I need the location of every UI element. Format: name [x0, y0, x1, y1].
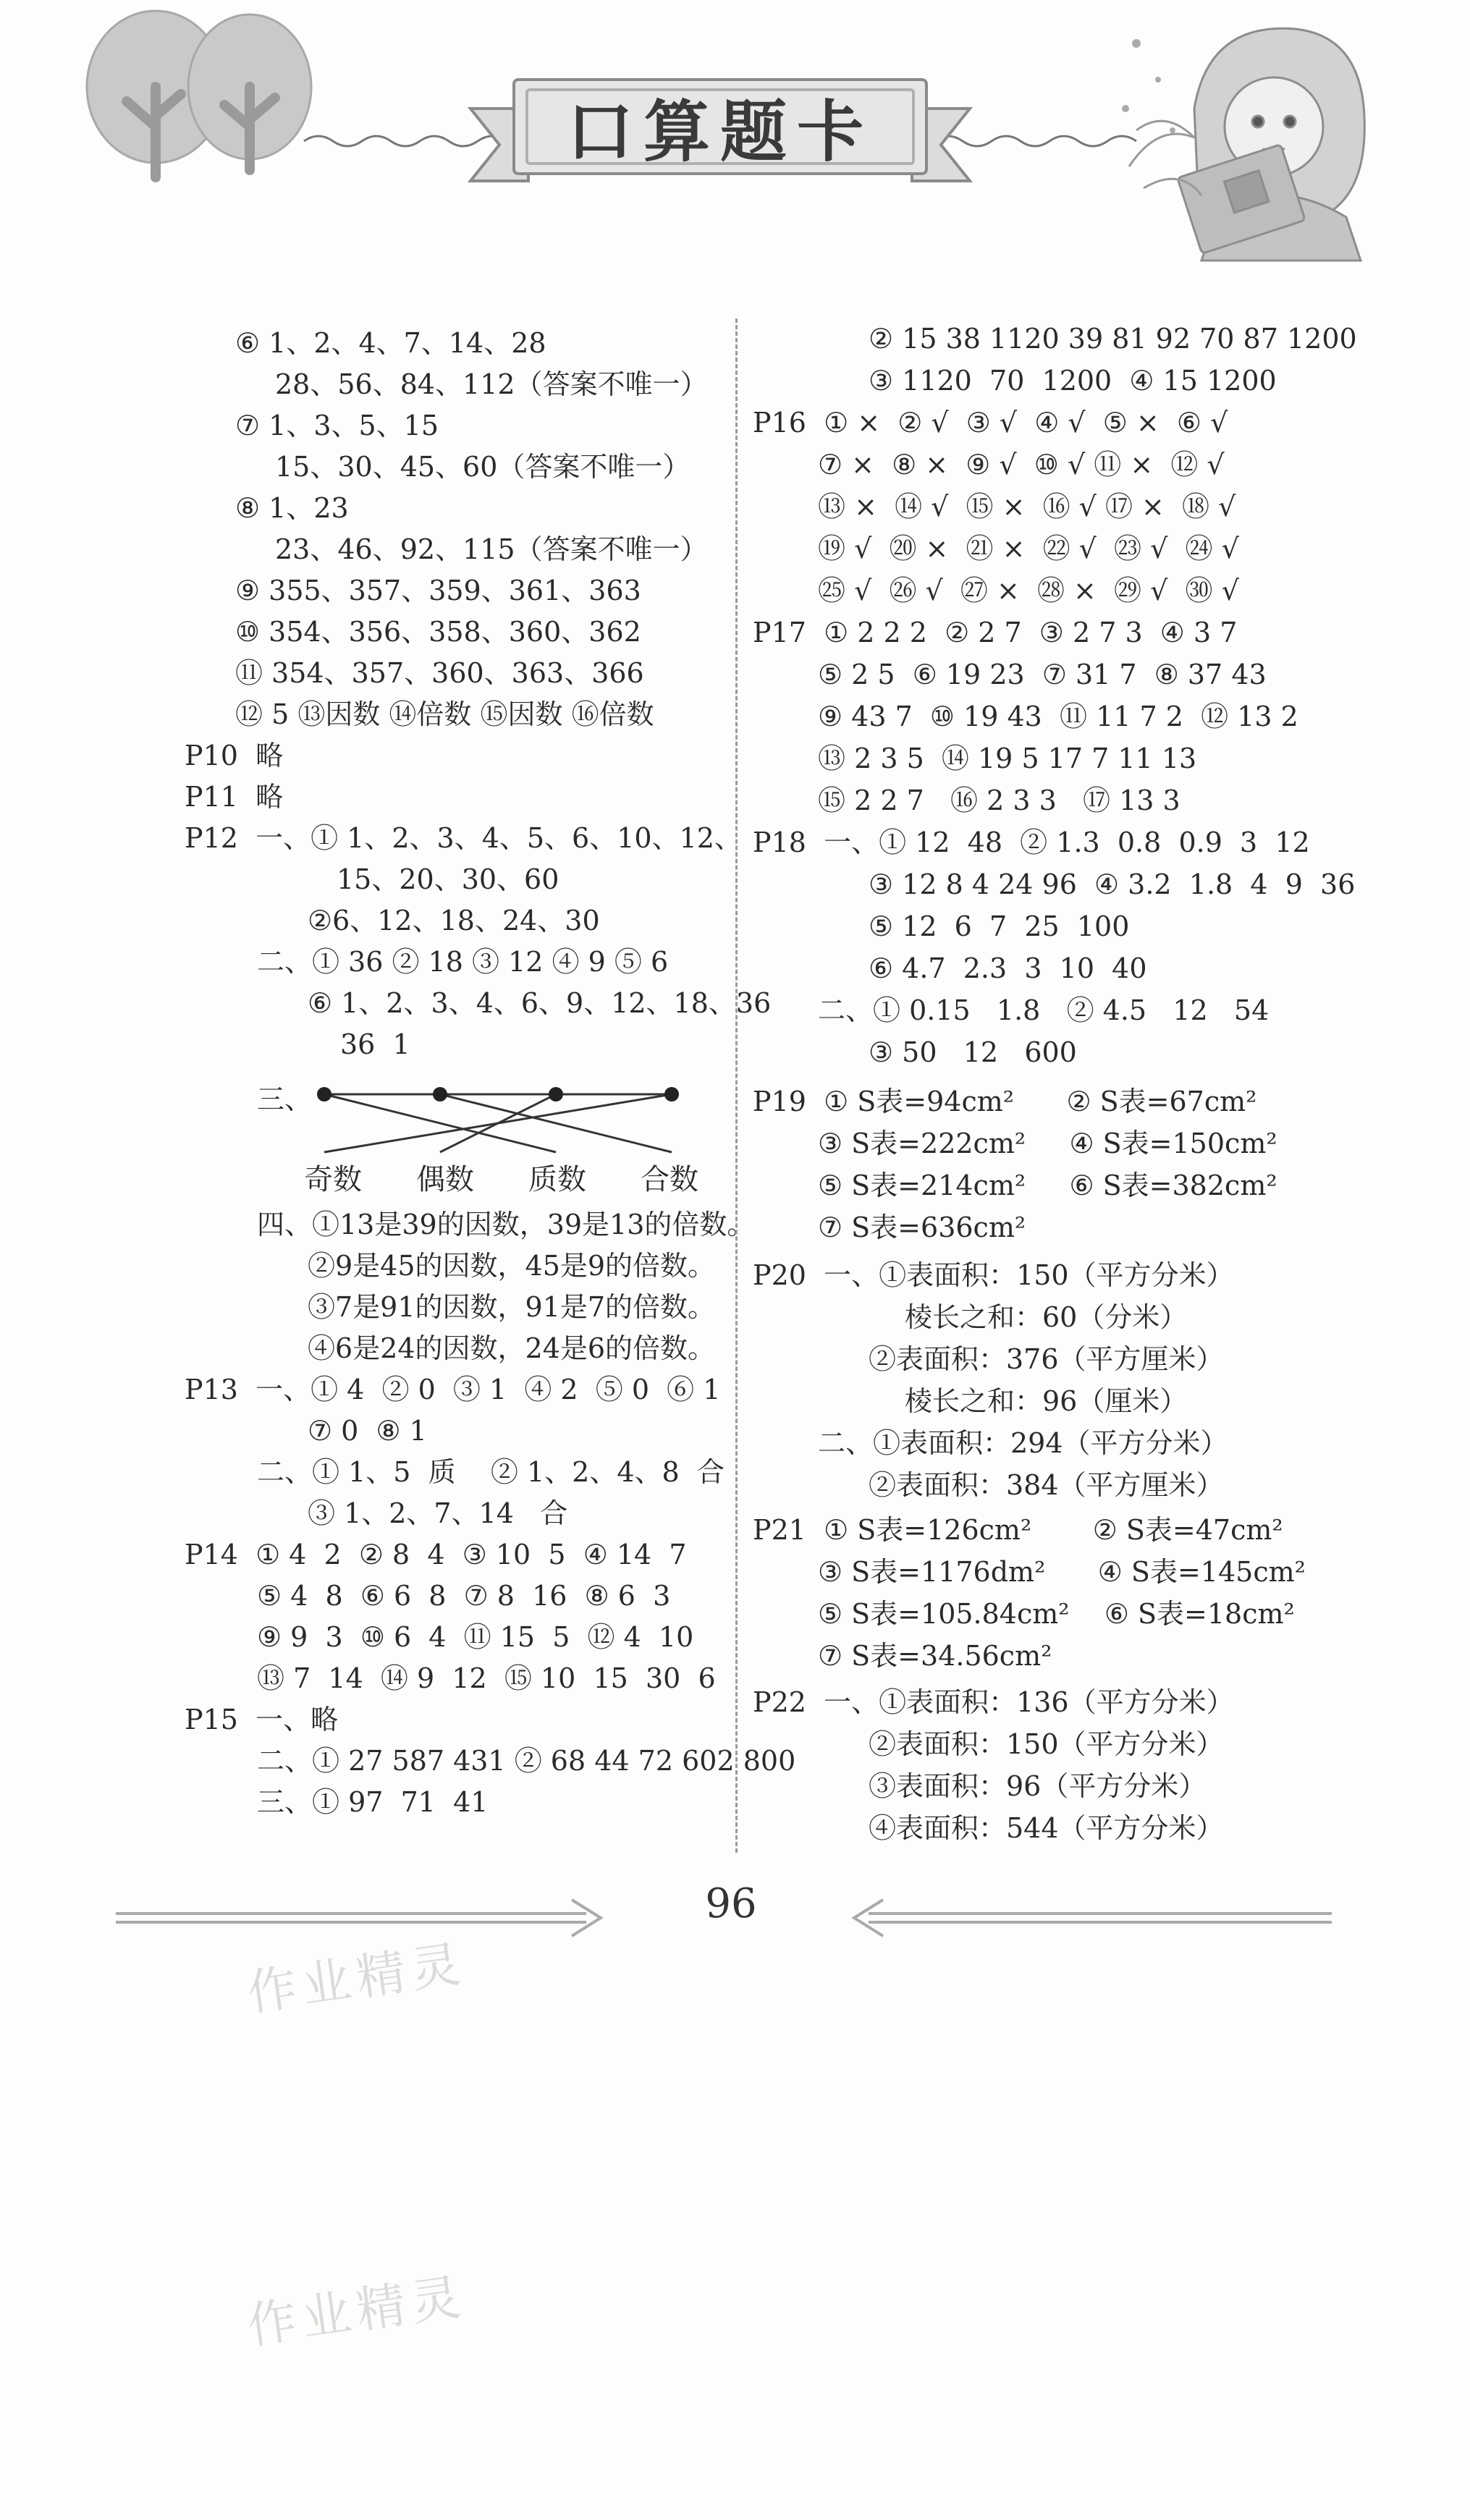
match-dot	[317, 1087, 331, 1102]
answer-line: ⑦ S表=34.56cm²	[818, 1640, 1052, 1672]
page-header	[0, 0, 1470, 275]
answer-line: 15、30、45、60（答案不唯一）	[275, 451, 690, 483]
answer-line: ⑬ 7 14 ⑭ 9 12 ⑮ 10 15 30 6	[257, 1662, 716, 1694]
tree-icon	[87, 11, 311, 163]
answer-line: ⑤ 2 5 ⑥ 19 23 ⑦ 31 7 ⑧ 37 43	[818, 659, 1267, 690]
answer-line: 棱长之和：96（厘米）	[905, 1385, 1188, 1417]
answer-line: 二、① 0.15 1.8 ② 4.5 12 54	[818, 994, 1270, 1026]
answer-line: P14 ① 4 2 ② 8 4 ③ 10 5 ④ 14 7	[185, 1539, 687, 1570]
answer-line: P11 略	[185, 781, 284, 813]
answer-line: ⑥ 1、2、3、4、6、9、12、18、36	[308, 987, 772, 1019]
answer-line: ㉕ √ ㉖ √ ㉗ × ㉘ × ㉙ √ ㉚ √	[818, 575, 1239, 606]
page-title: 口算题卡	[566, 93, 874, 171]
match-line	[440, 1094, 672, 1152]
match-dot	[433, 1087, 447, 1102]
answer-line: ③表面积：96（平方分米）	[869, 1770, 1207, 1802]
answer-line: 棱长之和：60（分米）	[905, 1301, 1188, 1333]
answer-line: P20 一、①表面积：150（平方分米）	[753, 1259, 1234, 1291]
answer-line: ⑥ 1、2、4、7、14、28	[235, 327, 546, 359]
girl-reading-icon	[1178, 28, 1365, 261]
match-dot	[549, 1087, 563, 1102]
answer-line: 三、	[257, 1083, 313, 1115]
answer-line: ④表面积：544（平方分米）	[869, 1812, 1224, 1844]
answer-line: ②表面积：376（平方厘米）	[869, 1343, 1224, 1375]
page-number: 96	[705, 1880, 757, 1927]
answer-line: ⑤ S表=214cm² ⑥ S表=382cm²	[818, 1170, 1277, 1201]
sparkle-icon	[1122, 39, 1175, 133]
answer-line: ⑲ √ ⑳ × ㉑ × ㉒ √ ㉓ √ ㉔ √	[818, 533, 1239, 565]
answer-line: 二、① 27 587 431 ② 68 44 72 602 800	[257, 1745, 796, 1777]
answer-line: ⑩ 354、356、358、360、362	[235, 616, 641, 648]
answer-line: ③ S表=222cm² ④ S表=150cm²	[818, 1128, 1277, 1159]
match-label: 合数	[641, 1163, 698, 1196]
answer-line: 二、① 36 ② 18 ③ 12 ④ 9 ⑤ 6	[257, 946, 669, 978]
answer-line: ⑮ 2 2 7 ⑯ 2 3 3 ⑰ 13 3	[818, 785, 1180, 816]
arrow-left-icon	[854, 1900, 883, 1936]
answer-line: ⑦ 0 ⑧ 1	[308, 1415, 427, 1447]
answer-line: ②表面积：150（平方分米）	[869, 1728, 1224, 1760]
answer-line: 36 1	[340, 1028, 410, 1060]
answer-line: 二、①表面积：294（平方分米）	[818, 1427, 1228, 1459]
answer-line: ③7是91的因数，91是7的倍数。	[308, 1291, 716, 1323]
answer-line: ⑪ 354、357、360、363、366	[235, 657, 644, 689]
answer-line: ⑨ 355、357、359、361、363	[235, 575, 641, 606]
answer-line: ⑨ 43 7 ⑩ 19 43 ⑪ 11 7 2 ⑫ 13 2	[818, 701, 1298, 732]
match-label: 质数	[528, 1163, 586, 1196]
answer-line: P17 ① 2 2 2 ② 2 7 ③ 2 7 3 ④ 3 7	[753, 617, 1238, 648]
matching-diagram	[310, 1080, 701, 1167]
match-line	[324, 1094, 556, 1152]
match-label: 偶数	[416, 1163, 474, 1196]
answer-line: ③ 1120 70 1200 ④ 15 1200	[869, 365, 1277, 397]
answer-line: ③ 50 12 600	[869, 1036, 1077, 1068]
answer-line: ⑤ 4 8 ⑥ 6 8 ⑦ 8 16 ⑧ 6 3	[257, 1580, 671, 1612]
answer-line: P16 ① × ② √ ③ √ ④ √ ⑤ × ⑥ √	[753, 407, 1228, 439]
answer-line: P22 一、①表面积：136（平方分米）	[753, 1686, 1234, 1718]
answer-line: ③ 12 8 4 24 96 ④ 3.2 1.8 4 9 36	[869, 868, 1356, 900]
answer-line: ⑦ S表=636cm²	[818, 1212, 1026, 1243]
answer-line: 15、20、30、60	[337, 863, 559, 895]
answer-line: ⑦ 1、3、5、15	[235, 410, 439, 441]
answer-line: P13 一、① 4 ② 0 ③ 1 ④ 2 ⑤ 0 ⑥ 1	[185, 1374, 721, 1405]
answer-line: ⑬ 2 3 5 ⑭ 19 5 17 7 11 13	[818, 743, 1197, 774]
answer-line: ② 15 38 1120 39 81 92 70 87 1200	[869, 323, 1357, 355]
answer-line: ⑨ 9 3 ⑩ 6 4 ⑪ 15 5 ⑫ 4 10	[257, 1621, 694, 1653]
arrow-right-icon	[572, 1900, 601, 1936]
answer-line: ③ 1、2、7、14 合	[308, 1497, 568, 1529]
watermark: 作业精灵	[243, 1935, 470, 2023]
answer-line: ④6是24的因数，24是6的倍数。	[308, 1332, 716, 1364]
watermark: 作业精灵	[243, 2268, 470, 2356]
answer-line: P12 一、① 1、2、3、4、5、6、10、12、	[185, 822, 742, 854]
answer-line: ⑧ 1、23	[235, 492, 349, 524]
title-banner-label	[514, 72, 926, 181]
answer-line: 23、46、92、115（答案不唯一）	[275, 533, 708, 565]
answer-line: ⑬ × ⑭ √ ⑮ × ⑯ √ ⑰ × ⑱ √	[818, 491, 1236, 523]
match-dot	[664, 1087, 679, 1102]
match-line	[324, 1094, 672, 1152]
answer-line: P10 略	[185, 740, 284, 771]
answer-line: ⑦ × ⑧ × ⑨ √ ⑩ √ ⑪ × ⑫ √	[818, 449, 1225, 481]
answer-line: ⑫ 5 ⑬因数 ⑭倍数 ⑮因数 ⑯倍数	[235, 698, 654, 730]
answer-line: P18 一、① 12 48 ② 1.3 0.8 0.9 3 12	[753, 826, 1310, 858]
answer-line: ②6、12、18、24、30	[308, 905, 600, 936]
answer-line: ③ S表=1176dm² ④ S表=145cm²	[818, 1556, 1306, 1588]
answer-line: P19 ① S表=94cm² ② S表=67cm²	[753, 1086, 1257, 1117]
answer-line: 二、① 1、5 质 ② 1、2、4、8 合	[257, 1456, 725, 1488]
answer-line: 四、①13是39的因数，39是13的倍数。	[257, 1209, 755, 1240]
column-divider	[735, 318, 738, 1853]
answer-line: P21 ① S表=126cm² ② S表=47cm²	[753, 1514, 1283, 1546]
answer-line: ⑥ 4.7 2.3 3 10 40	[869, 952, 1147, 984]
answer-line: ②表面积：384（平方厘米）	[869, 1469, 1224, 1501]
answer-line: ⑤ 12 6 7 25 100	[869, 910, 1130, 942]
answer-line: ⑤ S表=105.84cm² ⑥ S表=18cm²	[818, 1598, 1295, 1630]
answer-line: 三、① 97 71 41	[257, 1786, 489, 1818]
answer-line: P15 一、略	[185, 1704, 339, 1735]
answer-line: 28、56、84、112（答案不唯一）	[275, 368, 708, 400]
match-label: 奇数	[304, 1163, 362, 1196]
answer-line: ②9是45的因数，45是9的倍数。	[308, 1250, 716, 1282]
